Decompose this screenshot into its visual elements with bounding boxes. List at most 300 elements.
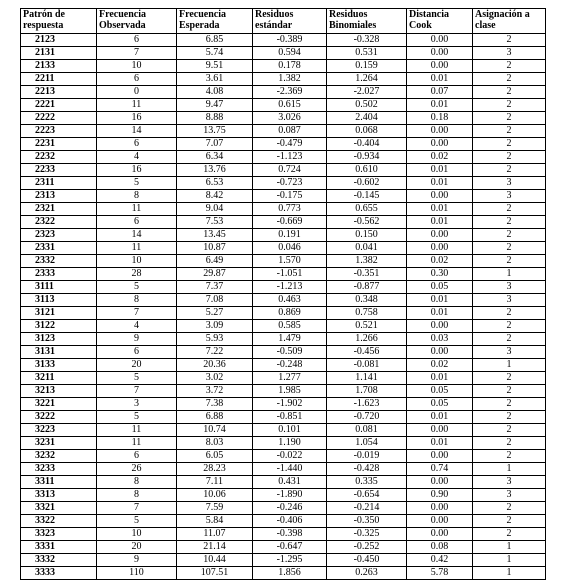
- cell-asignacion-clase: 2: [473, 385, 546, 398]
- table-row: [21, 112, 546, 125]
- cell-asignacion-clase: 3: [473, 476, 546, 489]
- cell-patron-respuesta: 3211: [21, 372, 97, 385]
- cell-frecuencia-esperada: 8.03: [177, 437, 253, 450]
- table-row: [21, 502, 546, 515]
- cell-residuos-binomiales: 0.068: [327, 125, 407, 138]
- cell-frecuencia-esperada: 9.04: [177, 203, 253, 216]
- table-row: [21, 398, 546, 411]
- cell-frecuencia-observada: 0: [97, 86, 177, 99]
- cell-frecuencia-esperada: 10.87: [177, 242, 253, 255]
- cell-frecuencia-observada: 8: [97, 190, 177, 203]
- cell-residuos-estandar: -0.851: [253, 411, 327, 424]
- cell-residuos-estandar: 1.382: [253, 73, 327, 86]
- cell-frecuencia-observada: 26: [97, 463, 177, 476]
- cell-residuos-binomiales: -0.019: [327, 450, 407, 463]
- cell-residuos-binomiales: 1.141: [327, 372, 407, 385]
- cell-frecuencia-observada: 14: [97, 229, 177, 242]
- cell-distancia-cook: 0.00: [407, 502, 473, 515]
- cell-frecuencia-observada: 6: [97, 450, 177, 463]
- cell-frecuencia-observada: 6: [97, 34, 177, 47]
- cell-distancia-cook: 0.01: [407, 307, 473, 320]
- table-row: [21, 320, 546, 333]
- cell-patron-respuesta: 3333: [21, 567, 97, 580]
- cell-distancia-cook: 0.00: [407, 60, 473, 73]
- cell-patron-respuesta: 3121: [21, 307, 97, 320]
- cell-residuos-estandar: 1.570: [253, 255, 327, 268]
- cell-frecuencia-esperada: 10.06: [177, 489, 253, 502]
- cell-distancia-cook: 0.05: [407, 281, 473, 294]
- cell-frecuencia-esperada: 7.38: [177, 398, 253, 411]
- cell-asignacion-clase: 2: [473, 242, 546, 255]
- cell-residuos-binomiales: 0.531: [327, 47, 407, 60]
- cell-residuos-binomiales: 0.263: [327, 567, 407, 580]
- cell-patron-respuesta: 2331: [21, 242, 97, 255]
- cell-distancia-cook: 0.01: [407, 411, 473, 424]
- cell-residuos-binomiales: -0.252: [327, 541, 407, 554]
- cell-distancia-cook: 0.05: [407, 385, 473, 398]
- table-row: [21, 125, 546, 138]
- cell-frecuencia-observada: 11: [97, 242, 177, 255]
- cell-residuos-estandar: 1.190: [253, 437, 327, 450]
- cell-distancia-cook: 0.01: [407, 372, 473, 385]
- cell-residuos-estandar: 0.046: [253, 242, 327, 255]
- cell-residuos-binomiales: 0.159: [327, 60, 407, 73]
- cell-distancia-cook: 0.07: [407, 86, 473, 99]
- cell-residuos-binomiales: 0.521: [327, 320, 407, 333]
- cell-frecuencia-esperada: 6.85: [177, 34, 253, 47]
- cell-frecuencia-observada: 5: [97, 411, 177, 424]
- cell-patron-respuesta: 3233: [21, 463, 97, 476]
- header-asignacion-clase: Asignación a clase: [473, 9, 546, 34]
- cell-frecuencia-esperada: 6.88: [177, 411, 253, 424]
- cell-frecuencia-esperada: 10.74: [177, 424, 253, 437]
- table-row: [21, 463, 546, 476]
- cell-patron-respuesta: 3322: [21, 515, 97, 528]
- table-row: [21, 294, 546, 307]
- cell-distancia-cook: 0.00: [407, 476, 473, 489]
- cell-residuos-estandar: 1.277: [253, 372, 327, 385]
- cell-residuos-binomiales: -0.145: [327, 190, 407, 203]
- cell-distancia-cook: 0.01: [407, 437, 473, 450]
- cell-distancia-cook: 0.05: [407, 398, 473, 411]
- table-body: [21, 34, 546, 580]
- cell-frecuencia-observada: 20: [97, 541, 177, 554]
- cell-residuos-estandar: 0.191: [253, 229, 327, 242]
- cell-distancia-cook: 0.01: [407, 73, 473, 86]
- cell-residuos-estandar: -1.123: [253, 151, 327, 164]
- cell-patron-respuesta: 3222: [21, 411, 97, 424]
- table-row: [21, 255, 546, 268]
- cell-frecuencia-esperada: 29.87: [177, 268, 253, 281]
- cell-patron-respuesta: 2322: [21, 216, 97, 229]
- cell-frecuencia-esperada: 7.53: [177, 216, 253, 229]
- residuals-table: [20, 8, 546, 580]
- cell-frecuencia-esperada: 5.27: [177, 307, 253, 320]
- cell-residuos-estandar: 0.585: [253, 320, 327, 333]
- cell-asignacion-clase: 2: [473, 229, 546, 242]
- cell-frecuencia-observada: 6: [97, 138, 177, 151]
- cell-residuos-binomiales: 0.041: [327, 242, 407, 255]
- cell-frecuencia-esperada: 9.51: [177, 60, 253, 73]
- cell-patron-respuesta: 2222: [21, 112, 97, 125]
- document-page: [20, 8, 545, 580]
- cell-asignacion-clase: 2: [473, 86, 546, 99]
- cell-frecuencia-observada: 8: [97, 476, 177, 489]
- cell-patron-respuesta: 3311: [21, 476, 97, 489]
- cell-distancia-cook: 0.00: [407, 242, 473, 255]
- cell-asignacion-clase: 2: [473, 73, 546, 86]
- cell-patron-respuesta: 2321: [21, 203, 97, 216]
- cell-asignacion-clase: 2: [473, 437, 546, 450]
- table-row: [21, 424, 546, 437]
- cell-patron-respuesta: 3321: [21, 502, 97, 515]
- cell-residuos-estandar: -0.022: [253, 450, 327, 463]
- table-row: [21, 203, 546, 216]
- cell-asignacion-clase: 2: [473, 333, 546, 346]
- cell-residuos-estandar: 0.594: [253, 47, 327, 60]
- cell-residuos-binomiales: 1.266: [327, 333, 407, 346]
- cell-residuos-binomiales: -0.328: [327, 34, 407, 47]
- cell-distancia-cook: 5.78: [407, 567, 473, 580]
- cell-patron-respuesta: 2213: [21, 86, 97, 99]
- cell-patron-respuesta: 3122: [21, 320, 97, 333]
- table-row: [21, 47, 546, 60]
- cell-patron-respuesta: 3111: [21, 281, 97, 294]
- table-row: [21, 268, 546, 281]
- cell-frecuencia-observada: 6: [97, 346, 177, 359]
- cell-residuos-estandar: -0.248: [253, 359, 327, 372]
- cell-distancia-cook: 0.03: [407, 333, 473, 346]
- cell-frecuencia-esperada: 10.44: [177, 554, 253, 567]
- cell-residuos-binomiales: -0.214: [327, 502, 407, 515]
- cell-distancia-cook: 0.01: [407, 164, 473, 177]
- cell-residuos-binomiales: -0.351: [327, 268, 407, 281]
- cell-residuos-estandar: 0.087: [253, 125, 327, 138]
- cell-distancia-cook: 0.01: [407, 177, 473, 190]
- cell-frecuencia-esperada: 7.22: [177, 346, 253, 359]
- cell-asignacion-clase: 2: [473, 125, 546, 138]
- cell-asignacion-clase: 2: [473, 112, 546, 125]
- cell-asignacion-clase: 2: [473, 138, 546, 151]
- cell-asignacion-clase: 3: [473, 47, 546, 60]
- cell-residuos-estandar: -1.051: [253, 268, 327, 281]
- cell-frecuencia-observada: 5: [97, 177, 177, 190]
- cell-residuos-estandar: -0.398: [253, 528, 327, 541]
- cell-residuos-estandar: 0.773: [253, 203, 327, 216]
- table-row: [21, 528, 546, 541]
- cell-patron-respuesta: 3331: [21, 541, 97, 554]
- cell-frecuencia-esperada: 7.37: [177, 281, 253, 294]
- cell-frecuencia-observada: 8: [97, 489, 177, 502]
- cell-patron-respuesta: 2123: [21, 34, 97, 47]
- table-row: [21, 281, 546, 294]
- cell-asignacion-clase: 2: [473, 216, 546, 229]
- cell-asignacion-clase: 2: [473, 34, 546, 47]
- cell-patron-respuesta: 3113: [21, 294, 97, 307]
- cell-frecuencia-observada: 3: [97, 398, 177, 411]
- cell-patron-respuesta: 3323: [21, 528, 97, 541]
- cell-patron-respuesta: 2333: [21, 268, 97, 281]
- cell-distancia-cook: 0.01: [407, 203, 473, 216]
- cell-distancia-cook: 0.00: [407, 125, 473, 138]
- table-header-row: [21, 9, 546, 34]
- cell-patron-respuesta: 2211: [21, 73, 97, 86]
- cell-residuos-binomiales: -0.350: [327, 515, 407, 528]
- cell-patron-respuesta: 2131: [21, 47, 97, 60]
- cell-frecuencia-esperada: 11.07: [177, 528, 253, 541]
- cell-frecuencia-esperada: 5.93: [177, 333, 253, 346]
- cell-residuos-binomiales: 0.081: [327, 424, 407, 437]
- cell-frecuencia-esperada: 4.08: [177, 86, 253, 99]
- cell-frecuencia-esperada: 3.09: [177, 320, 253, 333]
- cell-residuos-estandar: -1.890: [253, 489, 327, 502]
- header-distancia-cook: Distancia Cook: [407, 9, 473, 34]
- cell-frecuencia-esperada: 7.08: [177, 294, 253, 307]
- table-row: [21, 554, 546, 567]
- cell-asignacion-clase: 2: [473, 320, 546, 333]
- cell-residuos-binomiales: -0.404: [327, 138, 407, 151]
- cell-distancia-cook: 0.00: [407, 346, 473, 359]
- cell-patron-respuesta: 3123: [21, 333, 97, 346]
- cell-frecuencia-observada: 110: [97, 567, 177, 580]
- cell-frecuencia-esperada: 5.74: [177, 47, 253, 60]
- cell-residuos-estandar: -0.669: [253, 216, 327, 229]
- cell-asignacion-clase: 1: [473, 567, 546, 580]
- cell-asignacion-clase: 2: [473, 255, 546, 268]
- table-row: [21, 437, 546, 450]
- cell-frecuencia-observada: 7: [97, 502, 177, 515]
- cell-residuos-binomiales: -2.027: [327, 86, 407, 99]
- cell-asignacion-clase: 2: [473, 424, 546, 437]
- cell-asignacion-clase: 3: [473, 294, 546, 307]
- cell-frecuencia-observada: 10: [97, 528, 177, 541]
- cell-patron-respuesta: 3232: [21, 450, 97, 463]
- cell-residuos-binomiales: -0.450: [327, 554, 407, 567]
- table-row: [21, 138, 546, 151]
- cell-asignacion-clase: 2: [473, 502, 546, 515]
- cell-frecuencia-observada: 9: [97, 554, 177, 567]
- cell-residuos-binomiales: 0.335: [327, 476, 407, 489]
- cell-frecuencia-observada: 5: [97, 372, 177, 385]
- cell-distancia-cook: 0.74: [407, 463, 473, 476]
- cell-residuos-estandar: -1.902: [253, 398, 327, 411]
- cell-distancia-cook: 0.00: [407, 424, 473, 437]
- cell-distancia-cook: 0.01: [407, 216, 473, 229]
- cell-distancia-cook: 0.02: [407, 359, 473, 372]
- cell-residuos-estandar: 1.479: [253, 333, 327, 346]
- cell-distancia-cook: 0.18: [407, 112, 473, 125]
- cell-asignacion-clase: 3: [473, 346, 546, 359]
- cell-residuos-binomiales: 2.404: [327, 112, 407, 125]
- table-row: [21, 60, 546, 73]
- table-row: [21, 86, 546, 99]
- cell-frecuencia-esperada: 6.34: [177, 151, 253, 164]
- cell-residuos-estandar: 0.869: [253, 307, 327, 320]
- cell-asignacion-clase: 3: [473, 281, 546, 294]
- cell-patron-respuesta: 2233: [21, 164, 97, 177]
- cell-frecuencia-esperada: 3.02: [177, 372, 253, 385]
- cell-residuos-binomiales: -0.456: [327, 346, 407, 359]
- cell-asignacion-clase: 2: [473, 515, 546, 528]
- cell-frecuencia-observada: 9: [97, 333, 177, 346]
- cell-frecuencia-esperada: 21.14: [177, 541, 253, 554]
- table-row: [21, 242, 546, 255]
- cell-distancia-cook: 0.02: [407, 255, 473, 268]
- cell-residuos-estandar: 0.615: [253, 99, 327, 112]
- cell-residuos-binomiales: 0.758: [327, 307, 407, 320]
- cell-residuos-binomiales: -0.562: [327, 216, 407, 229]
- table-row: [21, 411, 546, 424]
- cell-asignacion-clase: 1: [473, 463, 546, 476]
- cell-residuos-estandar: 0.178: [253, 60, 327, 73]
- table-row: [21, 177, 546, 190]
- table-row: [21, 34, 546, 47]
- cell-frecuencia-esperada: 7.07: [177, 138, 253, 151]
- cell-frecuencia-observada: 11: [97, 99, 177, 112]
- cell-frecuencia-observada: 4: [97, 151, 177, 164]
- cell-residuos-estandar: 1.856: [253, 567, 327, 580]
- cell-patron-respuesta: 3231: [21, 437, 97, 450]
- table-row: [21, 190, 546, 203]
- cell-residuos-binomiales: -0.081: [327, 359, 407, 372]
- cell-frecuencia-observada: 28: [97, 268, 177, 281]
- cell-asignacion-clase: 1: [473, 541, 546, 554]
- cell-distancia-cook: 0.00: [407, 190, 473, 203]
- cell-frecuencia-esperada: 3.61: [177, 73, 253, 86]
- cell-distancia-cook: 0.01: [407, 99, 473, 112]
- cell-residuos-binomiales: -0.934: [327, 151, 407, 164]
- cell-residuos-estandar: -0.647: [253, 541, 327, 554]
- table-row: [21, 450, 546, 463]
- cell-asignacion-clase: 3: [473, 190, 546, 203]
- cell-residuos-estandar: -0.389: [253, 34, 327, 47]
- cell-patron-respuesta: 3213: [21, 385, 97, 398]
- cell-residuos-binomiales: -0.428: [327, 463, 407, 476]
- header-frecuencia-esperada: Frecuencia Esperada: [177, 9, 253, 34]
- table-row: [21, 489, 546, 502]
- cell-frecuencia-esperada: 6.53: [177, 177, 253, 190]
- cell-patron-respuesta: 2311: [21, 177, 97, 190]
- table-row: [21, 346, 546, 359]
- cell-distancia-cook: 0.90: [407, 489, 473, 502]
- cell-residuos-estandar: -0.406: [253, 515, 327, 528]
- table-row: [21, 307, 546, 320]
- table-row: [21, 359, 546, 372]
- cell-asignacion-clase: 2: [473, 528, 546, 541]
- cell-frecuencia-observada: 10: [97, 255, 177, 268]
- cell-asignacion-clase: 2: [473, 99, 546, 112]
- cell-asignacion-clase: 2: [473, 203, 546, 216]
- cell-patron-respuesta: 2232: [21, 151, 97, 164]
- cell-patron-respuesta: 3223: [21, 424, 97, 437]
- cell-residuos-binomiales: 1.382: [327, 255, 407, 268]
- cell-frecuencia-observada: 11: [97, 424, 177, 437]
- cell-distancia-cook: 0.02: [407, 151, 473, 164]
- table-row: [21, 515, 546, 528]
- cell-patron-respuesta: 2221: [21, 99, 97, 112]
- cell-residuos-estandar: -1.295: [253, 554, 327, 567]
- cell-residuos-estandar: -0.509: [253, 346, 327, 359]
- cell-frecuencia-observada: 8: [97, 294, 177, 307]
- cell-asignacion-clase: 1: [473, 268, 546, 281]
- cell-residuos-estandar: 3.026: [253, 112, 327, 125]
- cell-residuos-binomiales: 1.054: [327, 437, 407, 450]
- cell-frecuencia-observada: 5: [97, 515, 177, 528]
- cell-residuos-binomiales: -1.623: [327, 398, 407, 411]
- cell-residuos-estandar: 1.985: [253, 385, 327, 398]
- table-row: [21, 216, 546, 229]
- cell-frecuencia-esperada: 13.76: [177, 164, 253, 177]
- cell-distancia-cook: 0.00: [407, 229, 473, 242]
- cell-frecuencia-observada: 14: [97, 125, 177, 138]
- cell-residuos-estandar: -0.175: [253, 190, 327, 203]
- cell-distancia-cook: 0.00: [407, 138, 473, 151]
- cell-frecuencia-esperada: 6.05: [177, 450, 253, 463]
- table-row: [21, 99, 546, 112]
- cell-residuos-estandar: -2.369: [253, 86, 327, 99]
- cell-residuos-binomiales: 0.655: [327, 203, 407, 216]
- cell-frecuencia-esperada: 7.11: [177, 476, 253, 489]
- table-row: [21, 333, 546, 346]
- cell-frecuencia-esperada: 5.84: [177, 515, 253, 528]
- header-residuos-binomiales: Residuos Binomiales: [327, 9, 407, 34]
- cell-patron-respuesta: 2313: [21, 190, 97, 203]
- cell-patron-respuesta: 3131: [21, 346, 97, 359]
- table-row: [21, 73, 546, 86]
- cell-frecuencia-observada: 5: [97, 281, 177, 294]
- cell-distancia-cook: 0.00: [407, 320, 473, 333]
- cell-patron-respuesta: 3133: [21, 359, 97, 372]
- cell-frecuencia-observada: 16: [97, 164, 177, 177]
- cell-patron-respuesta: 3332: [21, 554, 97, 567]
- table-row: [21, 151, 546, 164]
- cell-residuos-binomiales: 1.708: [327, 385, 407, 398]
- cell-residuos-binomiales: -0.720: [327, 411, 407, 424]
- cell-distancia-cook: 0.42: [407, 554, 473, 567]
- cell-patron-respuesta: 3313: [21, 489, 97, 502]
- cell-residuos-binomiales: -0.654: [327, 489, 407, 502]
- cell-distancia-cook: 0.00: [407, 34, 473, 47]
- cell-patron-respuesta: 2332: [21, 255, 97, 268]
- cell-frecuencia-esperada: 3.72: [177, 385, 253, 398]
- cell-residuos-estandar: -0.723: [253, 177, 327, 190]
- cell-patron-respuesta: 2323: [21, 229, 97, 242]
- cell-frecuencia-observada: 16: [97, 112, 177, 125]
- table-row: [21, 229, 546, 242]
- cell-residuos-binomiales: 1.264: [327, 73, 407, 86]
- cell-residuos-estandar: 0.724: [253, 164, 327, 177]
- cell-distancia-cook: 0.30: [407, 268, 473, 281]
- cell-frecuencia-esperada: 13.75: [177, 125, 253, 138]
- cell-asignacion-clase: 2: [473, 450, 546, 463]
- cell-residuos-binomiales: 0.502: [327, 99, 407, 112]
- cell-frecuencia-observada: 20: [97, 359, 177, 372]
- table-row: [21, 476, 546, 489]
- cell-residuos-estandar: -1.440: [253, 463, 327, 476]
- cell-residuos-estandar: -1.213: [253, 281, 327, 294]
- cell-residuos-estandar: -0.479: [253, 138, 327, 151]
- header-residuos-estandar: Residuos estándar: [253, 9, 327, 34]
- cell-patron-respuesta: 2223: [21, 125, 97, 138]
- cell-frecuencia-observada: 7: [97, 385, 177, 398]
- cell-residuos-estandar: 0.463: [253, 294, 327, 307]
- cell-distancia-cook: 0.00: [407, 450, 473, 463]
- cell-frecuencia-observada: 4: [97, 320, 177, 333]
- cell-frecuencia-esperada: 9.47: [177, 99, 253, 112]
- table-row: [21, 385, 546, 398]
- cell-distancia-cook: 0.01: [407, 294, 473, 307]
- cell-residuos-binomiales: 0.610: [327, 164, 407, 177]
